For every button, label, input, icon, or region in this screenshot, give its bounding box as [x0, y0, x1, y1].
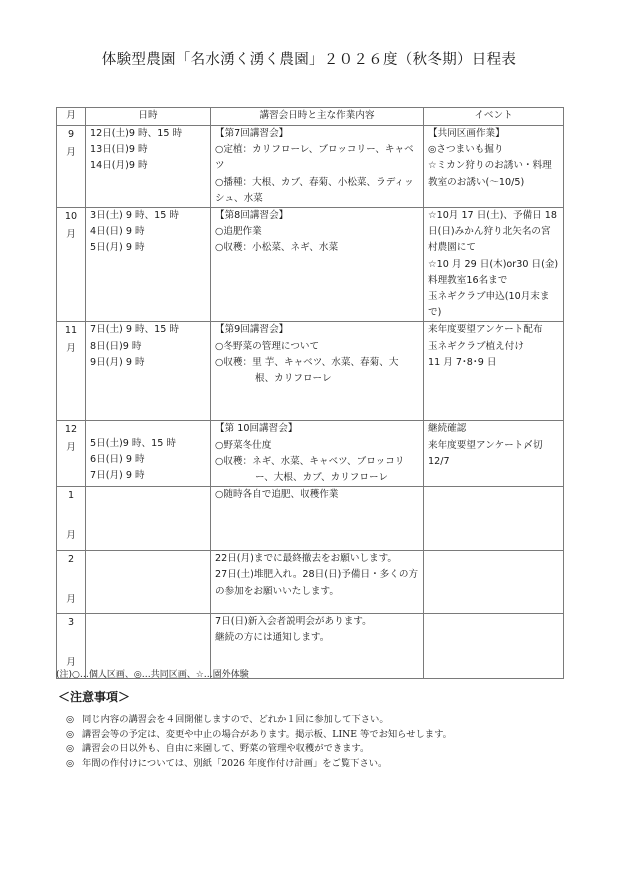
note-text: 同じ内容の講習会を４回開催しますので、どれか１回に参加して下さい。	[82, 714, 389, 725]
month-unit: 月	[66, 343, 76, 355]
month-cell	[57, 551, 86, 614]
date-cell	[86, 322, 211, 421]
month-unit: 月	[66, 530, 76, 542]
note-text: 講習会の日以外も、自由に来園して、野菜の管理や収穫ができます。	[82, 743, 370, 754]
month-cell	[57, 126, 86, 208]
event-line: 継続確認	[428, 423, 467, 435]
month-cell	[57, 322, 86, 421]
event-line: 【共同区画作業】	[428, 128, 505, 139]
header-content: 講習会日時と主な作業内容	[211, 108, 424, 126]
content-cell	[211, 322, 424, 421]
header-month: 月	[57, 108, 86, 126]
month-number: 9	[67, 129, 75, 140]
double-circle-icon: ◎	[66, 728, 75, 740]
table-header-row	[57, 108, 564, 126]
content-line: ー、大根、カブ、カリフローレ	[255, 472, 388, 484]
lecture-title: 【第9回講習会】	[215, 324, 289, 336]
date-line: 7日(月) 9 時	[90, 470, 145, 482]
date-line: 5日(土)9 時、15 時	[90, 437, 176, 449]
event-line: 11 月 7･8･9 日	[428, 356, 497, 368]
event-line: 来年度要望アンケート配布	[428, 324, 543, 336]
lecture-title: 【第7回講習会】	[215, 128, 289, 139]
note-item	[66, 713, 452, 728]
event-cell	[424, 322, 564, 421]
event-cell	[424, 551, 564, 614]
event-line: ☆10月 17 日(土)、予備日 18 日(日)みかん狩り北矢名の宮村農園にて	[428, 210, 558, 254]
date-line: 12日(土)9 時、15 時	[90, 128, 183, 139]
content-cell	[211, 421, 424, 487]
content-line: ○定植：カリフローレ、ブロッコリー、キャベツ	[215, 144, 414, 172]
page-title: 体験型農園「名水湧く湧く農園」２０２６度（秋冬期）日程表	[101, 52, 517, 68]
month-number: 3	[67, 617, 75, 629]
table-row-sep	[57, 126, 564, 208]
date-line: 14日(月)9 時	[90, 160, 148, 172]
content-cell	[211, 487, 424, 551]
date-cell	[86, 487, 211, 551]
event-line: 玉ネギクラブ申込(10月末まで)	[428, 291, 550, 319]
month-cell	[57, 208, 86, 322]
table-row-dec	[57, 421, 564, 487]
event-cell	[424, 126, 564, 208]
schedule-table	[56, 107, 564, 679]
month-number: 1	[67, 490, 75, 502]
double-circle-icon: ◎	[66, 714, 75, 725]
date-line: 9日(月) 9 時	[90, 356, 145, 368]
event-cell	[424, 421, 564, 487]
month-number: 10	[64, 211, 78, 223]
header-event: イベント	[424, 108, 564, 126]
month-unit: 月	[66, 229, 76, 241]
month-unit: 月	[66, 147, 76, 158]
note-item	[66, 757, 452, 772]
content-cell	[211, 551, 424, 614]
content-line: ○追肥作業	[215, 226, 262, 238]
month-unit: 月	[66, 594, 76, 606]
date-line: 7日(土) 9 時、15 時	[90, 324, 180, 336]
event-line: ☆10 月 29 日(木)or30 日(金)料理教室16名まで	[428, 258, 559, 286]
lecture-title: 【第 10回講習会】	[215, 423, 298, 435]
month-cell	[57, 487, 86, 551]
month-unit: 月	[66, 442, 76, 454]
content-cell	[211, 126, 424, 208]
event-line: ◎さつまいも掘り	[428, 144, 504, 156]
double-circle-icon: ◎	[66, 757, 75, 769]
content-line: ○随時各自で追肥、収穫作業	[215, 489, 339, 501]
content-line: ○野菜冬仕度	[215, 439, 272, 451]
content-line: ○播種：大根、カブ、春菊、小松菜、ラディッシュ、水菜	[215, 176, 414, 204]
month-cell	[57, 421, 86, 487]
table-row-nov	[57, 322, 564, 421]
date-line: 6日(日) 9 時	[90, 453, 145, 465]
date-cell	[86, 551, 211, 614]
month-number: 12	[64, 424, 78, 436]
month-number: 2	[67, 554, 75, 566]
date-line: 3日(土) 9 時、15 時	[90, 210, 180, 222]
date-line: 4日(日) 9 時	[90, 226, 145, 238]
content-line: 継続の方には通知します。	[215, 632, 330, 644]
content-line: ○冬野菜の管理について	[215, 340, 320, 352]
date-cell	[86, 126, 211, 208]
notes-list	[66, 713, 452, 771]
content-line: 7日(日)新入会者説明会があります。	[215, 616, 372, 628]
note-item	[66, 728, 452, 743]
legend-note: (注)○…個人区画、◎…共同区画、☆…園外体験	[56, 670, 249, 680]
content-line: 根、カリフローレ	[255, 373, 332, 385]
table-row-oct	[57, 208, 564, 322]
note-item	[66, 742, 452, 757]
month-number: 11	[64, 325, 78, 337]
date-line: 13日(日)9 時	[90, 144, 148, 156]
header-datetime: 日時	[86, 108, 211, 126]
content-line: ○収穫：小松菜、ネギ、水菜	[215, 242, 339, 254]
notes-heading: ＜注意事項＞	[58, 690, 131, 704]
note-text: 講習会等の予定は、変更や中止の場合があります。掲示板、LINE 等でお知らせします。	[82, 728, 452, 740]
content-cell	[211, 208, 424, 322]
event-cell	[424, 487, 564, 551]
content-line: ○収穫：里 芋、キャベツ、水菜、春菊、大	[215, 356, 399, 368]
event-cell	[424, 208, 564, 322]
table-row-jan	[57, 487, 564, 551]
table-row-feb	[57, 551, 564, 614]
event-cell	[424, 614, 564, 679]
date-line: 5日(月) 9 時	[90, 242, 145, 254]
lecture-title: 【第8回講習会】	[215, 210, 289, 222]
content-line: ○収穫：ネギ、水菜、キャベツ、ブロッコリ	[215, 455, 405, 467]
event-line: ☆ミカン狩りのお誘い・料理教室のお誘い(～10/5)	[428, 160, 552, 188]
date-line: 8日(日)9 時	[90, 340, 142, 352]
date-cell	[86, 208, 211, 322]
note-text: 年間の作付けについては、別紙「2026 年度作付け計画」をご覧下さい。	[82, 757, 388, 769]
event-line: 玉ネギクラブ植え付け	[428, 340, 524, 352]
content-line: 22日(月)までに最終撤去をお願いします。	[215, 553, 398, 565]
content-line: 27日(土)堆肥入れ。28日(日)予備日・多くの方の参加をお願いいたします。	[215, 569, 419, 597]
date-cell	[86, 421, 211, 487]
double-circle-icon: ◎	[66, 743, 75, 754]
month-unit: 月	[66, 657, 76, 669]
event-line: 来年度要望アンケート〆切 12/7	[428, 439, 553, 467]
